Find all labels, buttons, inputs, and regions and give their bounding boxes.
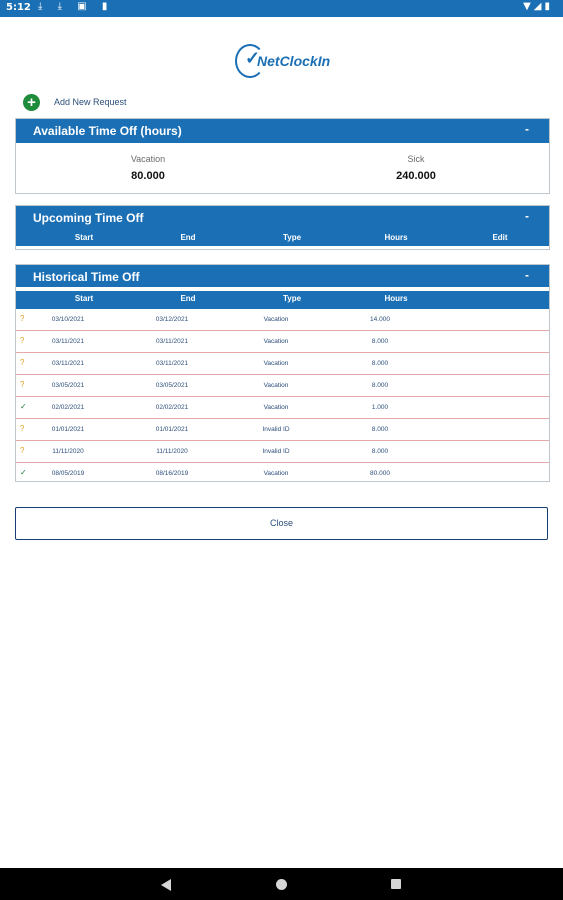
col-type: Type [282,294,302,303]
row-end: 03/12/2021 [155,316,189,323]
approved-check-icon: ✓ [20,402,27,411]
table-row[interactable] [16,419,549,441]
add-new-request-label: Add New Request [54,97,127,107]
row-end: 03/11/2021 [155,338,189,345]
table-row[interactable] [16,331,549,353]
pending-icon: ? [20,380,25,389]
table-row[interactable] [16,375,549,397]
row-end: 03/05/2021 [155,382,189,389]
pending-icon: ? [20,314,25,323]
row-type: Vacation [263,470,289,477]
pending-icon: ? [20,358,25,367]
available-time-off-panel [15,118,550,194]
collapse-icon[interactable]: - [525,209,529,223]
add-new-request-button[interactable] [23,93,127,111]
row-start: 01/01/2021 [51,426,85,433]
row-end: 03/11/2021 [155,360,189,367]
table-row[interactable] [16,463,549,484]
row-hours: 8.000 [371,448,389,455]
available-time-off-title: Available Time Off (hours) [33,124,182,138]
table-row[interactable] [16,397,549,419]
col-end: End [180,233,196,242]
vacation-value: 80.000 [131,170,165,182]
row-hours: 8.000 [371,338,389,345]
approved-check-icon: ✓ [20,468,27,477]
row-end: 08/16/2019 [155,470,189,477]
row-type: Vacation [263,360,289,367]
historical-column-header [16,291,549,309]
collapse-icon[interactable]: - [525,268,529,282]
sick-label: Sick [407,154,425,164]
notification-icons: ⤓ ⤓ ▣ ▮ [38,1,114,12]
pending-icon: ? [20,446,25,455]
netclockin-logo [235,44,335,78]
col-start: Start [74,294,94,303]
historical-time-off-header[interactable] [16,265,549,287]
upcoming-time-off-title: Upcoming Time Off [33,211,144,225]
row-type: Vacation [263,338,289,345]
row-start: 03/10/2021 [51,316,85,323]
row-type: Invalid ID [262,426,290,433]
row-start: 03/11/2021 [51,338,85,345]
row-hours: 8.000 [371,360,389,367]
pending-icon: ? [20,424,25,433]
row-start: 11/11/2020 [52,448,84,455]
row-start: 02/02/2021 [51,404,85,411]
row-type: Vacation [263,404,289,411]
row-start: 03/11/2021 [51,360,85,367]
table-row[interactable] [16,441,549,463]
back-icon[interactable] [161,879,171,891]
row-start: 03/05/2021 [51,382,85,389]
row-type: Vacation [263,382,289,389]
vacation-label: Vacation [130,154,166,164]
row-end: 11/11/2020 [156,448,188,455]
status-bar [0,0,563,17]
row-hours: 14.000 [370,316,390,323]
collapse-icon[interactable]: - [525,122,529,136]
col-hours: Hours [384,294,408,303]
status-time: 5:12 [6,2,31,13]
system-icons: ▼◢▮ [523,1,553,12]
logo-text: NetClockIn [257,53,331,69]
row-type: Invalid ID [262,448,290,455]
row-end: 02/02/2021 [155,404,189,411]
row-start: 08/05/2019 [51,470,85,477]
pending-icon: ? [20,336,25,345]
upcoming-time-off-header[interactable] [16,206,549,230]
android-nav-bar [0,868,563,900]
col-start: Start [74,233,94,242]
historical-time-off-title: Historical Time Off [33,270,140,284]
table-row[interactable] [16,309,549,331]
recents-icon[interactable] [391,879,401,889]
row-hours: 8.000 [371,426,389,433]
col-type: Type [282,233,302,242]
row-hours: 1.000 [371,404,389,411]
row-hours: 8.000 [371,382,389,389]
logo-check-icon: ✓ [245,48,261,68]
table-row[interactable] [16,353,549,375]
row-end: 01/01/2021 [155,426,189,433]
col-end: End [180,294,196,303]
home-icon[interactable] [276,879,287,890]
vacation-balance [48,154,248,182]
col-edit: Edit [492,233,508,242]
historical-rows [16,309,549,484]
close-button[interactable]: Close [15,507,548,540]
upcoming-column-header [16,230,549,246]
upcoming-time-off-panel [15,205,550,250]
sick-value: 240.000 [396,170,436,182]
row-type: Vacation [263,316,289,323]
plus-circle-icon: + [23,94,40,111]
historical-time-off-panel [15,264,550,482]
available-time-off-header[interactable] [16,119,549,143]
col-hours: Hours [384,233,408,242]
row-hours: 80.000 [370,470,390,477]
sick-balance [316,154,516,182]
